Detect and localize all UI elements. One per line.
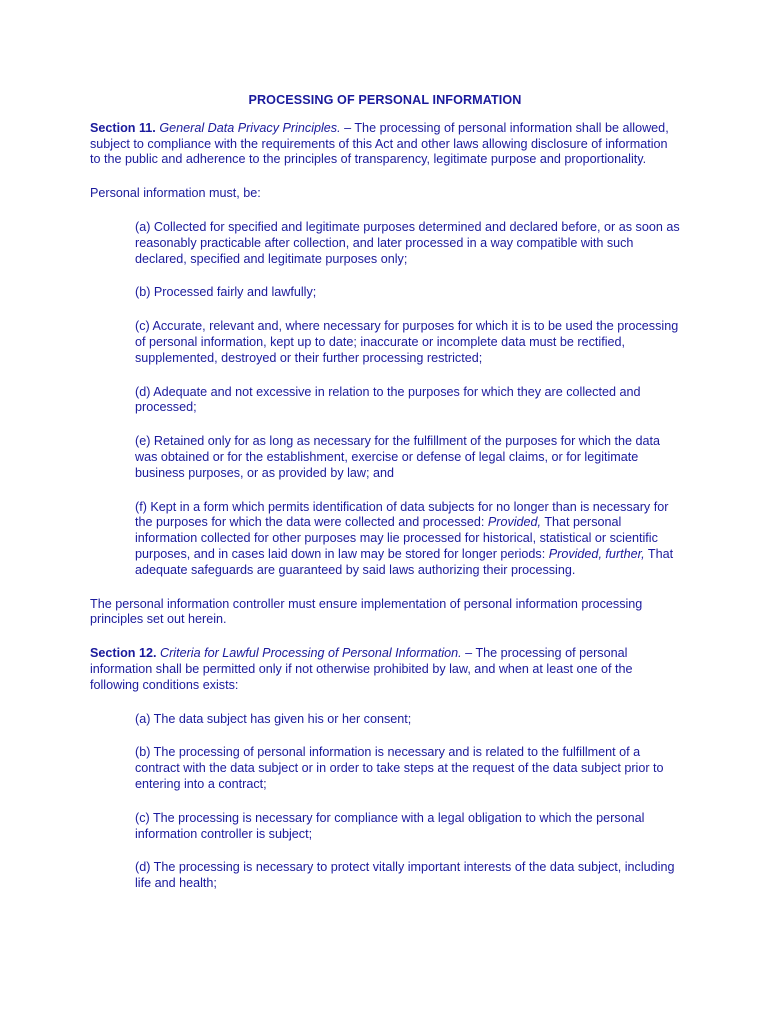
- section-12-subheading: Criteria for Lawful Processing of Personal Information.: [160, 646, 462, 661]
- document-title: PROCESSING OF PERSONAL INFORMATION: [248, 93, 522, 107]
- section-11-item-a: (a) Collected for specified and legitimate purposes determined and declared before, or as soon as reasonably practicable after collection, and later processed in a way compatible with such declared, specified and legitimate purposes only;: [135, 219, 680, 266]
- section-11-intro-text: – The processing of personal information shall be allowed, subject to compliance with the requirements of this Act and other laws allowing disclosure of information to the public and adherence to the principles of transparency, legitimate purpose and proportionality.: [90, 120, 669, 167]
- section-12-intro: [90, 646, 680, 693]
- section-11-item-d: (d) Adequate and not excessive in relation to the purposes for which they are collected and processed;: [135, 384, 641, 415]
- section-11-subheading: General Data Privacy Principles.: [159, 120, 341, 135]
- section-12-item-c: (c) The processing is necessary for compliance with a legal obligation to which the personal information controller is subject;: [135, 810, 645, 841]
- item-f-part1: (f) Kept in a form which permits identification of data subjects for no longer than is necessary for the purposes for which the data were collected and processed:: [135, 499, 669, 530]
- item-f-provided: Provided,: [487, 515, 542, 530]
- section-11-item-f: [135, 500, 680, 579]
- section-12-item-a: (a) The data subject has given his or her consent;: [135, 711, 412, 726]
- section-12-heading: Section 12.: [90, 646, 157, 661]
- section-12-item-b: (b) The processing of personal information is necessary and is related to the fulfillment of a contract with the data subject or in order to take steps at the request of the data subject prior to entering into a contract;: [135, 745, 664, 791]
- section-12-intro-text: – The processing of personal information shall be permitted only if not otherwise prohibited by law, and when at least one of the following conditions exists:: [90, 646, 633, 692]
- section-11-item-b: (b) Processed fairly and lawfully;: [135, 285, 317, 300]
- item-f-provided-further: Provided, further,: [548, 546, 645, 561]
- section-11-intro: [90, 121, 680, 168]
- section-12-item-d: (d) The processing is necessary to protect vitally important interests of the data subject, including life and health;: [135, 860, 675, 891]
- section-11-item-c: (c) Accurate, relevant and, where necessary for purposes for which it is to be used the processing of personal information, kept up to date; inaccurate or incomplete data must be rectified, supplemented, destroyed or their further processing restricted;: [135, 319, 679, 365]
- section-11-heading: Section 11.: [90, 120, 156, 135]
- section-11-closing: The personal information controller must ensure implementation of personal information processing principles set out herein.: [90, 596, 643, 627]
- section-11-item-e: (e) Retained only for as long as necessary for the fulfillment of the purposes for which the data was obtained or for the establishment, exercise or defense of legal claims, or for legitimate business purposes, or as provided by law; and: [135, 434, 661, 480]
- item-f-part3: That adequate safeguards are guaranteed by said laws authorizing their processing.: [135, 546, 674, 577]
- section-11-must-be: Personal information must, be:: [90, 186, 261, 201]
- document-page: [90, 93, 680, 910]
- item-f-part2: That personal information collected for other purposes may lie processed for historical, statistical or scientific purposes, and in cases laid down in law may be stored for longer periods:: [135, 515, 658, 561]
